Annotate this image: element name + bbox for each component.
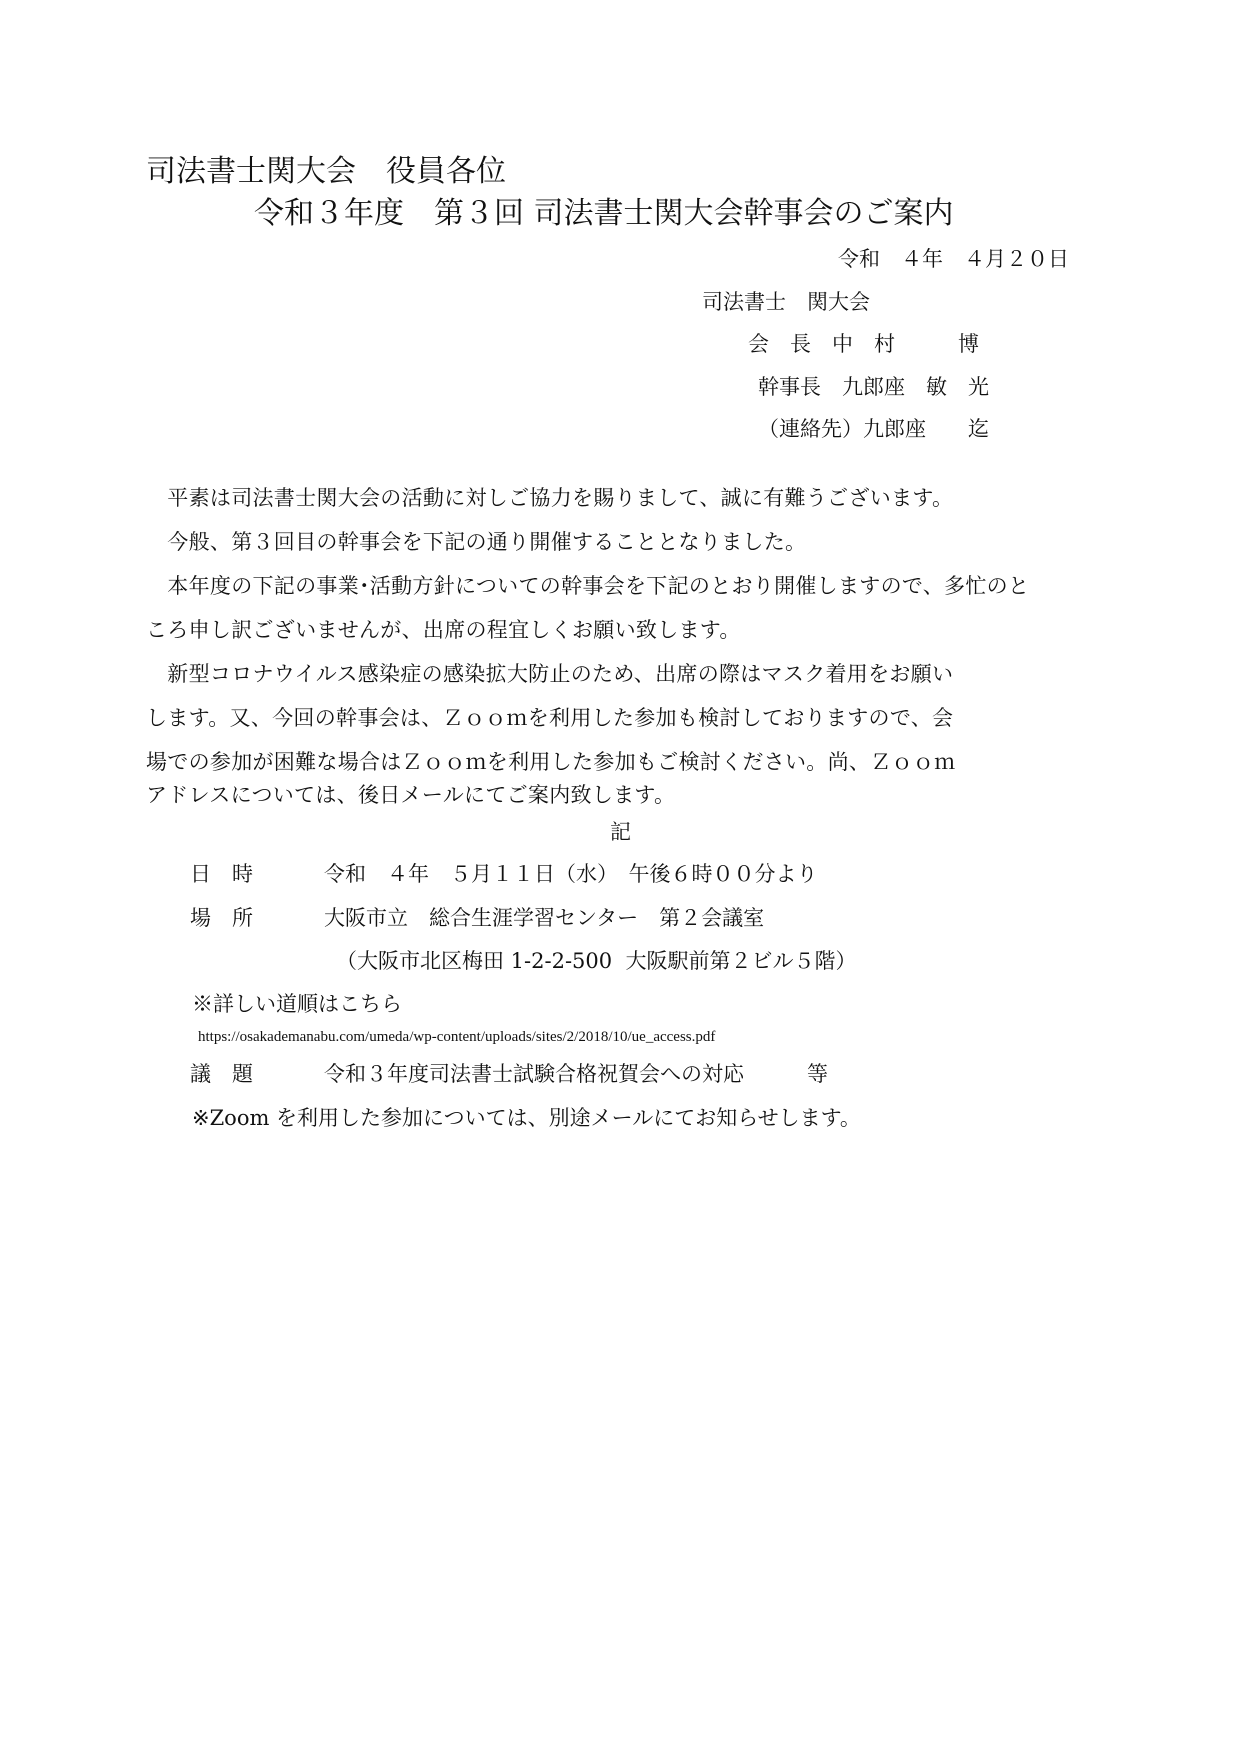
place-value: 大阪市立 総合生涯学習センター 第２会議室 — [324, 906, 765, 930]
body-line: 平素は司法書士関大会の活動に対しご協力を賜りまして、誠に有難うございます。 — [146, 486, 954, 510]
document-title: 令和３年度 第３回 司法書士関大会幹事会のご案内 — [254, 196, 954, 231]
agenda-label: 議 題 — [190, 1062, 253, 1086]
place-address: （大阪市北区梅田 1-2-2-500 大阪駅前第２ビル５階） — [336, 949, 857, 973]
body-line: アドレスについては、後日メールにてご案内致します。 — [146, 783, 676, 807]
body-line: ころ申し訳ございませんが、出席の程宜しくお願い致します。 — [146, 618, 741, 642]
sender-contact: （連絡先）九郎座 迄 — [758, 417, 989, 441]
body-line: 今般、第３回目の幹事会を下記の通り開催することとなりました。 — [146, 530, 807, 554]
body-line: 本年度の下記の事業･活動方針についての幹事会を下記のとおり開催しますので、多忙のと — [146, 574, 1030, 598]
body-line: します。又、今回の幹事会は、Ｚｏｏｍを利用した参加も検討しておりますので、会 — [146, 706, 954, 730]
sender-secretary: 幹事長 九郎座 敏 光 — [758, 375, 989, 399]
zoom-note: ※Zoom を利用した参加については、別途メールにてお知らせします。 — [192, 1106, 861, 1130]
body-line: 場での参加が困難な場合はＺｏｏｍを利用した参加もご検討ください。尚、Ｚｏｏｍ — [146, 750, 956, 774]
sender-president: 会 長 中 村 博 — [748, 332, 979, 356]
directions-url[interactable]: https://osakademanabu.com/umeda/wp-content/uploads/sites/2/2018/10/ue_access.pdf — [198, 1029, 716, 1045]
place-label: 場 所 — [190, 906, 253, 930]
addressee: 司法書士関大会 役員各位 — [146, 154, 506, 189]
date-label: 日 時 — [190, 862, 253, 886]
record-heading: 記 — [610, 820, 631, 844]
agenda-value: 令和３年度司法書士試験合格祝賀会への対応 等 — [324, 1062, 828, 1086]
directions-note: ※詳しい道順はこちら — [192, 992, 402, 1016]
sender-organization: 司法書士 関大会 — [702, 290, 870, 314]
body-line: 新型コロナウイルス感染症の感染拡大防止のため、出席の際はマスク着用をお願い — [146, 662, 954, 686]
date-value: 令和 ４年 ５月１１日（水） 午後６時００分より — [324, 862, 818, 886]
issue-date: 令和 ４年 ４月２０日 — [838, 247, 1069, 271]
